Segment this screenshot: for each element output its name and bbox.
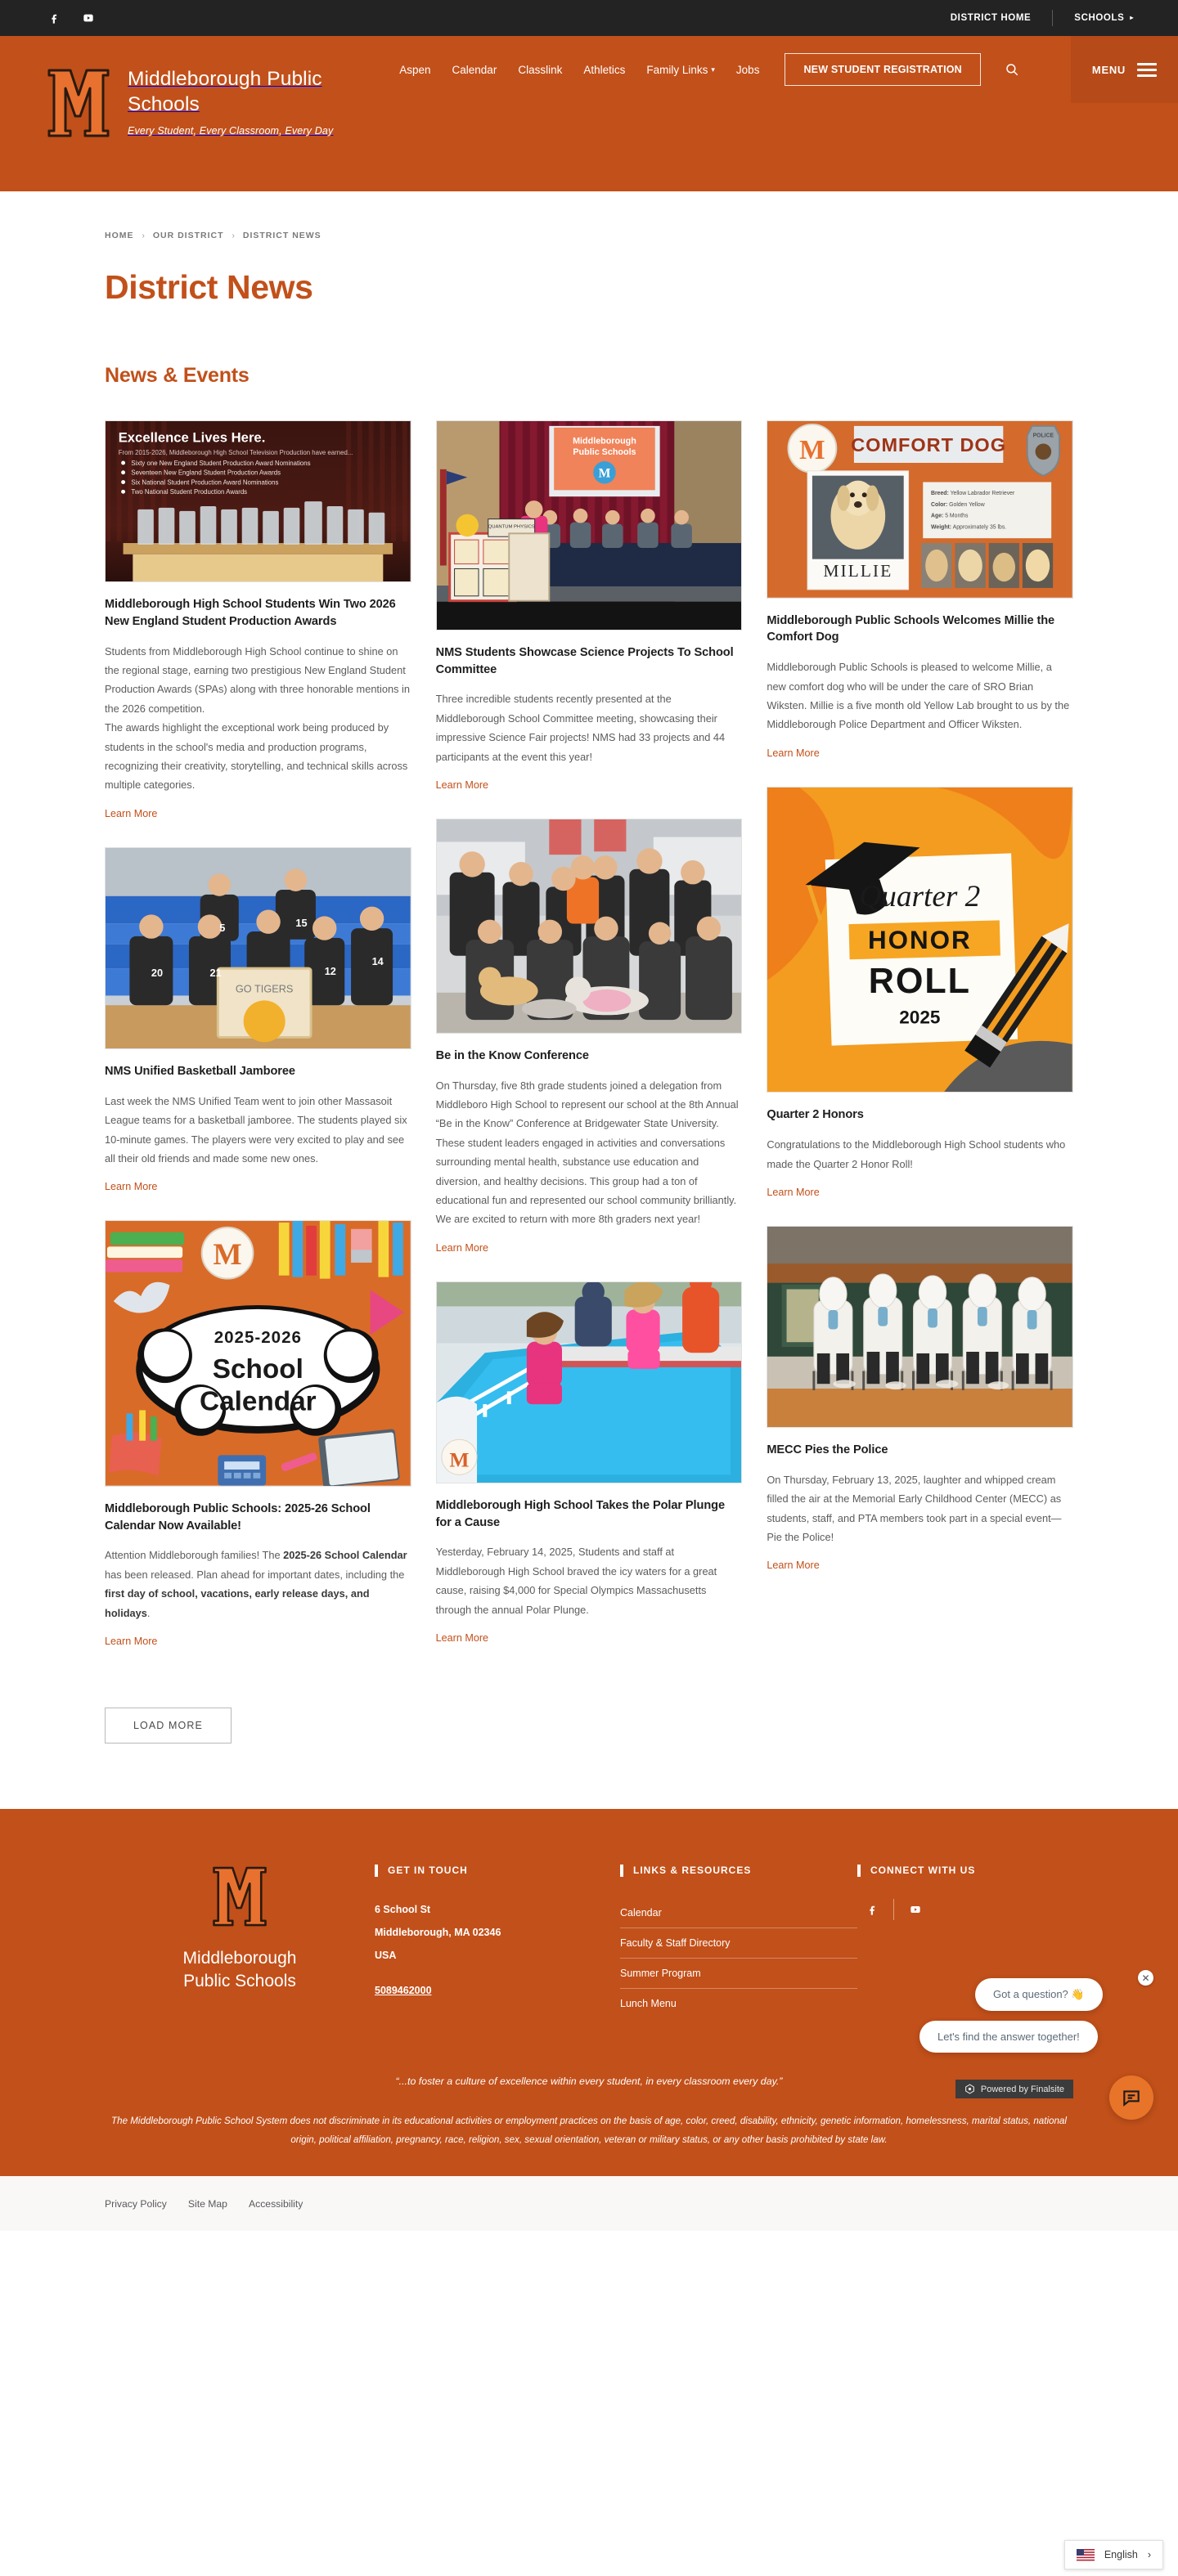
svg-text:POLICE: POLICE bbox=[1032, 433, 1054, 439]
bottom-link-accessibility[interactable]: Accessibility bbox=[248, 2197, 303, 2210]
svg-text:Color: Golden Yellow: Color: Golden Yellow bbox=[931, 501, 985, 508]
list-item bbox=[620, 1898, 857, 1928]
learn-more-link[interactable]: Learn More bbox=[767, 747, 820, 759]
news-card-quarter-2-honors bbox=[767, 787, 1073, 1200]
utility-bar bbox=[0, 0, 1178, 36]
news-card-comfort-dog bbox=[767, 420, 1073, 761]
footer-links-column bbox=[620, 1860, 857, 2018]
news-title: NMS Unified Basketball Jamboree bbox=[105, 1064, 295, 1078]
news-title: MECC Pies the Police bbox=[767, 1443, 888, 1457]
footer-name-line-1: Middleborough bbox=[182, 1948, 297, 1968]
svg-text:Public Schools: Public Schools bbox=[573, 447, 636, 458]
svg-text:2025-2026: 2025-2026 bbox=[214, 1328, 302, 1348]
district-home-link[interactable]: DISTRICT HOME bbox=[950, 13, 1032, 23]
news-card-unified-basketball bbox=[105, 847, 411, 1195]
section-title-news-events: News & Events bbox=[105, 364, 250, 387]
footer-name-line-2: Public Schools bbox=[183, 1972, 296, 1991]
schools-dropdown[interactable] bbox=[1053, 0, 1155, 36]
footer-social-divider bbox=[893, 1899, 894, 1920]
news-body bbox=[436, 1542, 743, 1619]
utility-right-links bbox=[929, 0, 1155, 36]
news-body bbox=[436, 689, 743, 766]
news-body bbox=[105, 1092, 411, 1169]
site-footer bbox=[0, 1809, 1178, 2174]
footer-get-in-touch-column bbox=[375, 1860, 620, 2018]
news-column-2 bbox=[436, 420, 743, 1672]
breadcrumb-item-our-district[interactable]: OUR DISTRICT bbox=[152, 231, 224, 240]
svg-text:21: 21 bbox=[209, 966, 222, 979]
footer-mission-statement: “...to foster a culture of excellence within every student, in every classroom every day.” bbox=[395, 2075, 783, 2087]
news-title: Middleborough High School Students Win Two 2026 New England Student Production Awards bbox=[105, 598, 396, 628]
finalsite-logo-icon bbox=[964, 2084, 975, 2094]
search-icon[interactable] bbox=[1000, 58, 1023, 81]
footer-heading-get-in-touch: GET IN TOUCH bbox=[375, 1865, 620, 1877]
page-title: District News bbox=[105, 268, 313, 306]
bottom-bar-links bbox=[46, 2198, 303, 2210]
svg-text:Breed: Yellow Labrador Retriev: Breed: Yellow Labrador Retriever bbox=[931, 491, 1015, 497]
svg-text:15: 15 bbox=[295, 916, 308, 929]
news-card-be-in-the-know bbox=[436, 819, 743, 1255]
news-thumbnail-honorroll[interactable] bbox=[767, 787, 1073, 1093]
svg-text:Weight: Approximately 35 lbs.: Weight: Approximately 35 lbs. bbox=[931, 524, 1007, 531]
svg-text:M: M bbox=[598, 466, 611, 481]
svg-text:Two National Student Productio: Two National Student Production Awards bbox=[131, 488, 248, 496]
us-flag-icon bbox=[1077, 2549, 1095, 2561]
news-title: NMS Students Showcase Science Projects To School Committee bbox=[435, 645, 734, 676]
breadcrumb-item-district-news: DISTRICT NEWS bbox=[242, 231, 321, 240]
hamburger-icon bbox=[1137, 63, 1157, 77]
learn-more-link[interactable]: Learn More bbox=[435, 1632, 489, 1645]
news-paragraph: Attention Middleborough families! The 2025-26 School Calendar has been released. Plan ahead for important dates, including the first day of school, vacations, early release days, and holidays. bbox=[105, 1549, 407, 1619]
svg-text:14: 14 bbox=[371, 954, 384, 967]
footer-school-name bbox=[105, 1947, 375, 1994]
footer-phone-link[interactable]: 5089462000 bbox=[375, 1985, 432, 1997]
news-title: Middleborough Public Schools: 2025-26 School Calendar Now Available! bbox=[105, 1501, 371, 1533]
news-thumbnail-polarplunge[interactable] bbox=[436, 1281, 743, 1483]
main-navigation bbox=[389, 64, 770, 76]
news-body bbox=[767, 657, 1073, 734]
facebook-icon[interactable] bbox=[46, 10, 62, 26]
youtube-icon[interactable] bbox=[80, 10, 97, 26]
nav-item-calendar[interactable]: Calendar bbox=[452, 63, 497, 76]
svg-text:5: 5 bbox=[219, 921, 226, 934]
svg-text:QUANTUM PHYSICS: QUANTUM PHYSICS bbox=[488, 524, 535, 530]
news-thumbnail-awards[interactable] bbox=[105, 420, 411, 582]
chat-bubble-1[interactable]: Got a question? 👋 bbox=[975, 1978, 1103, 2011]
svg-text:School: School bbox=[212, 1354, 303, 1385]
svg-text:12: 12 bbox=[324, 964, 336, 977]
site-header bbox=[0, 36, 1178, 191]
svg-text:Six National Student Productio: Six National Student Production Award Nominations bbox=[131, 478, 279, 487]
footer-link-summer-program[interactable]: Summer Program bbox=[620, 1967, 701, 1979]
chat-launcher-button[interactable] bbox=[1109, 2076, 1153, 2120]
footer-m-logo-icon bbox=[211, 1919, 268, 1933]
news-column-1 bbox=[105, 420, 411, 1675]
news-paragraph: On Thursday, five 8th grade students joined a delegation from Middleboro High School to represent our school at the 8th Annual “Be in the Know” Conference at Bridgewater State University. These student leaders engaged in activities and conversations surrounding mental health, substance use education and diversion, and healthy decisions. This group had a ton of educational fun and represented our school community brilliantly. We are excited to return with more 8th graders next year! bbox=[435, 1079, 739, 1226]
bottom-link-site-map[interactable]: Site Map bbox=[187, 2197, 227, 2210]
footer-heading-links-resources: LINKS & RESOURCES bbox=[620, 1865, 857, 1877]
address-line-1: 6 School St bbox=[375, 1903, 431, 1915]
svg-text:COMFORT DOG: COMFORT DOG bbox=[851, 434, 1007, 456]
news-grid bbox=[46, 420, 1132, 1675]
svg-text:ROLL: ROLL bbox=[869, 961, 972, 1001]
learn-more-link[interactable]: Learn More bbox=[105, 1181, 158, 1193]
learn-more-link[interactable]: Learn More bbox=[767, 1560, 820, 1572]
news-body bbox=[105, 642, 411, 795]
awards-caption-title: Excellence Lives Here. bbox=[118, 429, 266, 446]
list-item bbox=[620, 1928, 857, 1959]
nav-item-family-links-label: Family Links bbox=[646, 63, 708, 76]
news-card-spa-awards bbox=[105, 420, 411, 821]
footer-link-calendar[interactable]: Calendar bbox=[620, 1906, 662, 1919]
site-logo-link[interactable] bbox=[46, 36, 389, 141]
svg-text:20: 20 bbox=[151, 966, 164, 979]
svg-text:Calendar: Calendar bbox=[200, 1386, 317, 1417]
news-thumbnail-comfortdog[interactable] bbox=[767, 420, 1073, 599]
svg-text:MILLIE: MILLIE bbox=[823, 561, 893, 581]
finalsite-badge-label: Powered by Finalsite bbox=[980, 2084, 1064, 2094]
chat-bubble-icon bbox=[1121, 2087, 1142, 2108]
list-item bbox=[620, 1989, 857, 2018]
news-card-nms-science bbox=[436, 420, 743, 792]
utility-social-links bbox=[46, 10, 97, 26]
news-column-3 bbox=[767, 420, 1073, 1599]
site-title: Middleborough Public Schools bbox=[128, 68, 322, 115]
breadcrumb-item-home[interactable]: HOME bbox=[105, 231, 134, 240]
menu-label: MENU bbox=[1091, 63, 1126, 76]
bottom-bar bbox=[0, 2174, 1178, 2231]
news-body-calendar bbox=[105, 1546, 411, 1622]
news-body bbox=[767, 1135, 1073, 1174]
address-line-2: Middleborough, MA 02346 bbox=[375, 1927, 501, 1939]
address-line-3: USA bbox=[375, 1950, 397, 1962]
learn-more-link[interactable]: Learn More bbox=[767, 1186, 820, 1198]
learn-more-link[interactable]: Learn More bbox=[105, 1635, 158, 1647]
learn-more-link[interactable]: Learn More bbox=[105, 807, 158, 819]
footer-heading-connect-with-us: CONNECT WITH US bbox=[857, 1865, 1070, 1877]
footer-link-lunch-menu[interactable]: Lunch Menu bbox=[620, 1997, 677, 2009]
load-more-button[interactable]: LOAD MORE bbox=[105, 1708, 232, 1744]
footer-logo-column bbox=[105, 1860, 375, 2018]
footer-legal-notice: The Middleborough Public School System does not discriminate in its educational activities or employment practices on the basis of age, color, creed, disability, ethnicity, genetic information, homelessness, marital status, national origin, political affiliation, pregnancy, race, religion, sex, sexual orientation, veteran or military status, or any other basis prohibited by state law. bbox=[111, 2115, 1067, 2146]
svg-text:GO TIGERS: GO TIGERS bbox=[235, 982, 294, 995]
svg-text:Middleborough: Middleborough bbox=[572, 436, 636, 447]
finalsite-badge[interactable] bbox=[955, 2080, 1073, 2098]
brand-text bbox=[128, 65, 389, 137]
news-thumbnail-pies[interactable] bbox=[767, 1226, 1073, 1428]
news-card-polar-plunge bbox=[436, 1281, 743, 1645]
school-m-logo-icon bbox=[46, 65, 111, 141]
news-title: Middleborough High School Takes the Polar Plunge for a Cause bbox=[435, 1499, 725, 1529]
news-thumbnail-conference[interactable] bbox=[436, 819, 743, 1034]
news-paragraph: The awards highlight the exceptional work being produced by students in the school's media and production programs, recognizing their creativity, storytelling, and technical skills across multiple categories. bbox=[105, 721, 408, 792]
news-title: Quarter 2 Honors bbox=[767, 1108, 864, 1122]
news-paragraph: Yesterday, February 14, 2025, Students and staff at Middleborough High School braved the icy waters for a great cause, raising $4,000 for Special Olympics Massachusetts through the annual Polar Plunge. bbox=[435, 1546, 717, 1616]
main-content bbox=[0, 231, 1178, 1809]
load-more-container bbox=[46, 1708, 1132, 1809]
svg-text:2025: 2025 bbox=[899, 1007, 941, 1028]
news-body bbox=[436, 1076, 743, 1229]
footer-link-list bbox=[620, 1898, 857, 2018]
svg-text:M: M bbox=[213, 1238, 242, 1272]
svg-text:HONOR: HONOR bbox=[868, 925, 972, 954]
schools-label: SCHOOLS bbox=[1074, 13, 1125, 23]
news-body bbox=[767, 1470, 1073, 1547]
news-card-school-calendar bbox=[105, 1220, 411, 1649]
chat-bubble-2[interactable]: Let's find the answer together! bbox=[919, 2021, 1098, 2053]
footer-address bbox=[375, 1898, 620, 1967]
news-paragraph: Middleborough Public Schools is pleased to welcome Millie, a new comfort dog who will be under the care of SRO Brian Wiksten. Millie is a five month old Yellow Lab brought to us by the Middleborough Police Department and Officer Wiksten. bbox=[767, 661, 1070, 731]
news-paragraph: Congratulations to the Middleborough High School students who made the Quarter 2 Honor Roll! bbox=[767, 1138, 1066, 1170]
language-picker[interactable] bbox=[1064, 2540, 1163, 2569]
footer-social-links bbox=[857, 1898, 1070, 1921]
news-paragraph: Last week the NMS Unified Team went to join other Massasoit League teams for a basketball jamboree. The students played six 10-minute games. The players were very excited to play and see all their old friends and made some new ones. bbox=[105, 1094, 407, 1165]
svg-text:Quarter 2: Quarter 2 bbox=[859, 879, 981, 913]
news-paragraph: On Thursday, February 13, 2025, laughter and whipped cream filled the air at the Memorial Early Childhood Center (MECC) as students, staff, and PTA members took part in a special event—Pie the Police! bbox=[767, 1473, 1062, 1544]
header-right bbox=[389, 36, 1155, 103]
nav-item-aspen[interactable]: Aspen bbox=[399, 63, 431, 76]
chevron-right-icon: ▸ bbox=[1130, 13, 1134, 21]
language-picker-label: English bbox=[1104, 2549, 1138, 2560]
news-thumbnail-calendar[interactable] bbox=[105, 1220, 411, 1487]
news-card-mecc-pies bbox=[767, 1226, 1073, 1573]
news-paragraph: Three incredible students recently presented at the Middleborough School Committee meeting, showcasing their impressive Science Fair projects! NMS had 33 projects and 44 participants at the event this year! bbox=[435, 693, 726, 763]
close-icon[interactable]: ✕ bbox=[1138, 1970, 1153, 1986]
learn-more-link[interactable]: Learn More bbox=[435, 779, 489, 792]
footer-link-faculty-staff-directory[interactable]: Faculty & Staff Directory bbox=[620, 1936, 731, 1949]
nav-item-jobs[interactable]: Jobs bbox=[735, 63, 760, 76]
news-paragraph: Students from Middleborough High School continue to shine on the regional stage, earning two prestigious New England Student Production Awards (SPAs) along with three honorable mentions in the 2026 competition. bbox=[105, 644, 410, 715]
nav-item-athletics[interactable]: Athletics bbox=[583, 63, 626, 76]
nav-item-classlink[interactable]: Classlink bbox=[518, 63, 563, 76]
news-title: Middleborough Public Schools Welcomes Millie the Comfort Dog bbox=[767, 613, 1055, 644]
chat-prompt-bubbles bbox=[913, 1972, 1158, 2053]
svg-text:Age: 5 Months: Age: 5 Months bbox=[931, 513, 969, 519]
learn-more-link[interactable]: Learn More bbox=[435, 1241, 489, 1254]
svg-text:M: M bbox=[449, 1447, 470, 1472]
nav-item-family-links[interactable] bbox=[636, 64, 726, 76]
bottom-link-privacy-policy[interactable]: Privacy Policy bbox=[105, 2197, 167, 2210]
breadcrumb bbox=[46, 231, 1132, 240]
svg-text:Sixty one New England Student: Sixty one New England Student Production Award Nominations bbox=[131, 459, 311, 467]
svg-text:Seventeen New England Student: Seventeen New England Student Production Awards bbox=[131, 469, 281, 477]
news-thumbnail-basketball[interactable] bbox=[105, 847, 411, 1049]
svg-text:From 2015-2026, Middleborough: From 2015-2026, Middleborough High School Television Production have earned... bbox=[118, 449, 353, 457]
chevron-down-icon: ▾ bbox=[711, 65, 715, 74]
list-item bbox=[620, 1959, 857, 1989]
news-thumbnail-auditorium[interactable] bbox=[436, 420, 743, 631]
breadcrumb-separator: › bbox=[232, 231, 235, 240]
site-tagline: Every Student, Every Classroom, Every Day bbox=[128, 124, 334, 137]
news-title: Be in the Know Conference bbox=[435, 1048, 589, 1062]
chevron-right-icon: › bbox=[1147, 2549, 1151, 2560]
menu-toggle-button[interactable] bbox=[1071, 36, 1178, 103]
new-student-registration-button[interactable]: NEW STUDENT REGISTRATION bbox=[785, 53, 980, 86]
breadcrumb-separator: › bbox=[142, 231, 145, 240]
svg-text:M: M bbox=[799, 435, 825, 466]
youtube-icon[interactable] bbox=[901, 1898, 930, 1921]
facebook-icon[interactable] bbox=[857, 1898, 887, 1921]
